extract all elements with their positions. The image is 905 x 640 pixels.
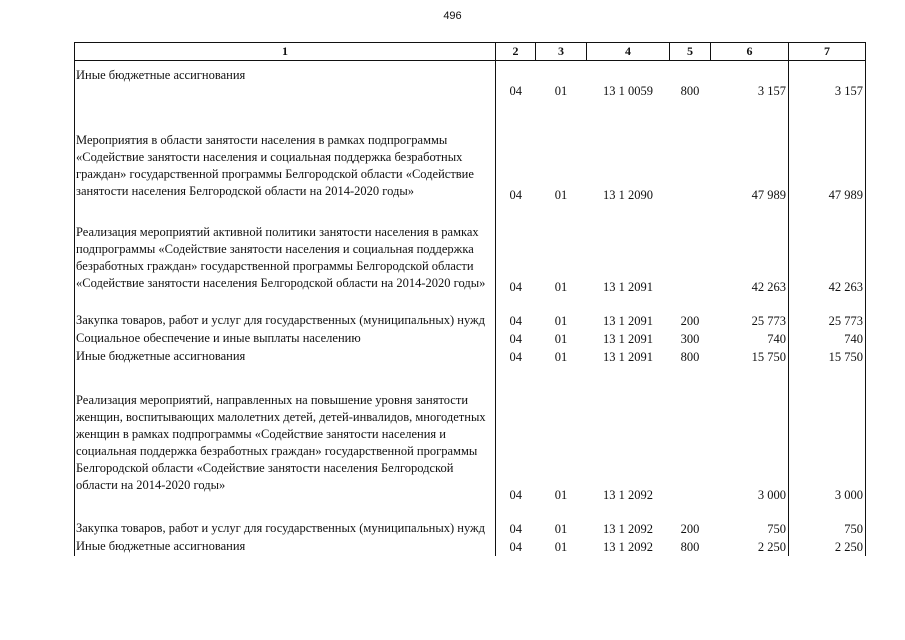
row-subsection: 01 — [554, 521, 568, 536]
row-expense-type: 800 — [680, 539, 700, 554]
row-amount-6: 740 — [711, 330, 789, 348]
row-amount-7: 2 250 — [789, 538, 866, 556]
row-amount-7: 3 157 — [789, 61, 866, 100]
row-amount-7: 15 750 — [789, 348, 866, 366]
table-row — [75, 348, 866, 366]
row-target-article: 13 1 0059 — [603, 83, 653, 98]
row-subsection: 01 — [554, 313, 568, 328]
row-name: Иные бюджетные ассигнования — [75, 348, 496, 366]
table-header — [75, 43, 866, 61]
table-row — [75, 538, 866, 556]
header-col-7: 7 — [789, 43, 866, 61]
row-subsection: 01 — [554, 349, 568, 364]
header-col-5: 5 — [670, 43, 711, 61]
row-amount-6: 47 989 — [711, 100, 789, 204]
budget-table — [74, 42, 866, 556]
row-subsection: 01 — [554, 83, 568, 98]
header-col-4: 4 — [587, 43, 670, 61]
row-amount-6: 25 773 — [711, 296, 789, 330]
row-section: 04 — [509, 279, 522, 294]
row-expense-type: 300 — [680, 331, 700, 346]
row-target-article: 13 1 2092 — [603, 487, 653, 502]
row-target-article: 13 1 2091 — [603, 279, 653, 294]
table-row — [75, 330, 866, 348]
row-name: Реализация мероприятий активной политики занятости населения в рамках подпрограммы «Содействие занятости населения и социальная поддержка безработных граждан» государственной программы Белгородской области «Содействие занятости населения Белгородской области на 2014-2020 годы» — [75, 204, 496, 296]
row-expense-type: 800 — [680, 83, 700, 98]
row-name: Закупка товаров, работ и услуг для государственных (муниципальных) нужд — [75, 296, 496, 330]
header-col-1: 1 — [75, 43, 496, 61]
row-amount-6: 2 250 — [711, 538, 789, 556]
row-amount-6: 3 000 — [711, 366, 789, 504]
row-target-article: 13 1 2090 — [603, 187, 653, 202]
row-amount-6: 750 — [711, 504, 789, 538]
row-subsection: 01 — [554, 331, 568, 346]
row-subsection: 01 — [554, 539, 568, 554]
row-target-article: 13 1 2091 — [603, 313, 653, 328]
table-row — [75, 61, 866, 100]
row-section: 04 — [509, 83, 522, 98]
row-amount-7: 3 000 — [789, 366, 866, 504]
row-amount-6: 42 263 — [711, 204, 789, 296]
row-amount-6: 15 750 — [711, 348, 789, 366]
row-name: Мероприятия в области занятости населения в рамках подпрограммы «Содействие занятости населения и социальная поддержка безработных граждан» государственной программы Белгородской области «Содействие занятости населения Белгородской области на 2014-2020 годы» — [75, 100, 496, 204]
row-target-article: 13 1 2091 — [603, 331, 653, 346]
row-amount-7: 25 773 — [789, 296, 866, 330]
header-col-2: 2 — [496, 43, 536, 61]
row-section: 04 — [509, 349, 522, 364]
row-section: 04 — [509, 187, 522, 202]
table-row — [75, 366, 866, 504]
row-subsection: 01 — [554, 187, 568, 202]
row-section: 04 — [509, 521, 522, 536]
row-amount-6: 3 157 — [711, 61, 789, 100]
header-col-3: 3 — [536, 43, 587, 61]
page-number: 496 — [443, 10, 462, 22]
row-subsection: 01 — [554, 279, 568, 294]
row-expense-type: 800 — [680, 349, 700, 364]
row-expense-type: 200 — [680, 521, 700, 536]
row-target-article: 13 1 2091 — [603, 349, 653, 364]
row-expense-type — [670, 100, 711, 204]
table-row — [75, 100, 866, 204]
row-name: Реализация мероприятий, направленных на повышение уровня занятости женщин, воспитывающих малолетних детей, детей-инвалидов, многодетных женщин в рамках подпрограммы «Содействие занятости населения и социальная поддержка безработных граждан» государственной программы Белгородской области «Содействие занятости населения Белгородской области на 2014-2020 годы» — [75, 366, 496, 504]
row-name: Иные бюджетные ассигнования — [75, 61, 496, 100]
row-amount-7: 47 989 — [789, 100, 866, 204]
row-section: 04 — [509, 539, 522, 554]
row-target-article: 13 1 2092 — [603, 539, 653, 554]
row-name: Социальное обеспечение и иные выплаты населению — [75, 330, 496, 348]
row-section: 04 — [509, 331, 522, 346]
header-col-6: 6 — [711, 43, 789, 61]
row-amount-7: 42 263 — [789, 204, 866, 296]
row-name: Закупка товаров, работ и услуг для государственных (муниципальных) нужд — [75, 504, 496, 538]
row-target-article: 13 1 2092 — [603, 521, 653, 536]
row-expense-type — [670, 204, 711, 296]
row-amount-7: 740 — [789, 330, 866, 348]
row-amount-7: 750 — [789, 504, 866, 538]
row-section: 04 — [509, 313, 522, 328]
row-expense-type: 200 — [680, 313, 700, 328]
row-expense-type — [670, 366, 711, 504]
table-row — [75, 296, 866, 330]
table-row — [75, 504, 866, 538]
row-name: Иные бюджетные ассигнования — [75, 538, 496, 556]
row-subsection: 01 — [554, 487, 568, 502]
row-section: 04 — [509, 487, 522, 502]
table-row — [75, 204, 866, 296]
